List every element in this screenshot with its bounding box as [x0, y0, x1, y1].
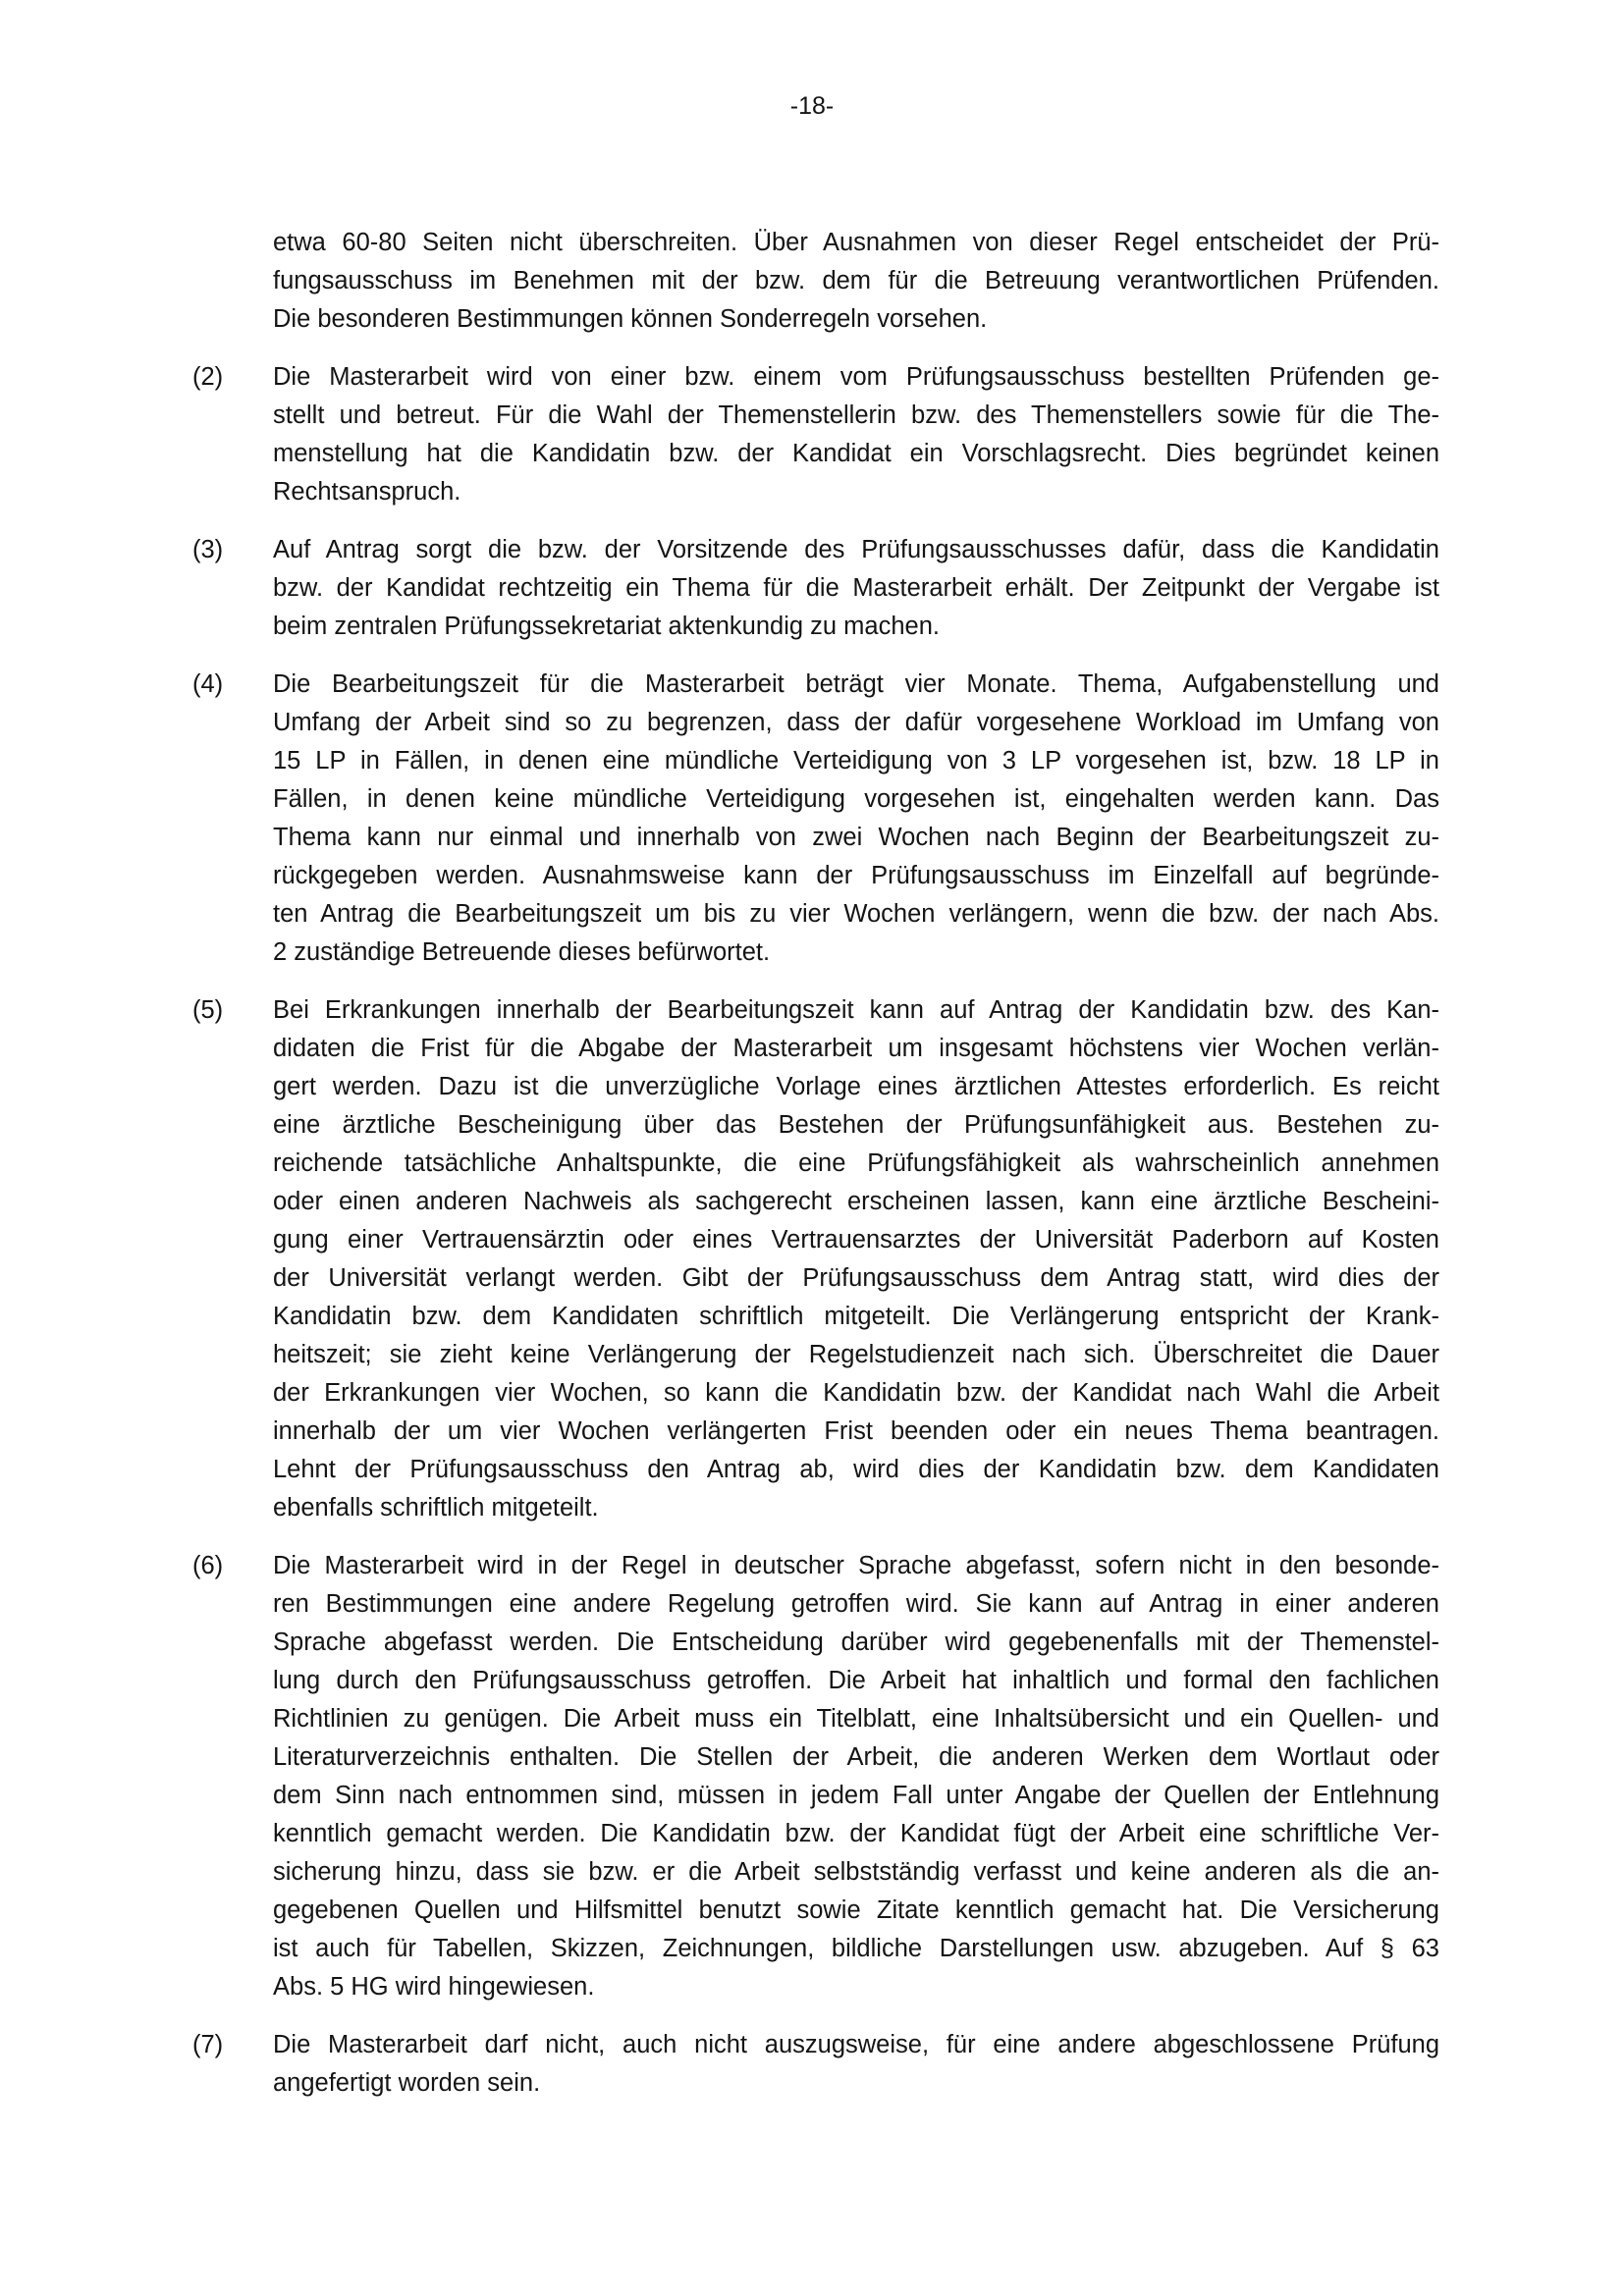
- text-line: Die Masterarbeit wird von einer bzw. einem vom Prüfungsausschuss bestellten Prüfenden ge-: [273, 363, 1439, 391]
- text-line: Kandidatin bzw. dem Kandidaten schriftlich mitgeteilt. Die Verlängerung entspricht der Krank-: [273, 1303, 1439, 1330]
- text-line: Bei Erkrankungen innerhalb der Bearbeitungszeit kann auf Antrag der Kandidatin bzw. des Kan-: [273, 996, 1439, 1024]
- text-line: Literaturverzeichnis enthalten. Die Stellen der Arbeit, die anderen Werken dem Wortlaut oder: [273, 1743, 1439, 1771]
- text-line: sicherung hinzu, dass sie bzw. er die Arbeit selbstständig verfasst und keine anderen als die an-: [273, 1858, 1439, 1886]
- text-line: ist auch für Tabellen, Skizzen, Zeichnungen, bildliche Darstellungen usw. abzugeben. Auf § 63: [273, 1935, 1439, 1962]
- paragraph-number: (6): [192, 1552, 224, 1579]
- text-line: eine ärztliche Bescheinigung über das Bestehen der Prüfungsunfähigkeit aus. Bestehen zu-: [273, 1111, 1439, 1139]
- paragraph-number: (4): [192, 670, 224, 698]
- paragraph-4: [192, 666, 1439, 972]
- paragraph-number: (5): [192, 996, 224, 1024]
- text-line: ebenfalls schriftlich mitgeteilt.: [273, 1494, 599, 1522]
- paragraph-2: [192, 358, 1439, 511]
- text-line: Die Bearbeitungszeit für die Masterarbeit beträgt vier Monate. Thema, Aufgabenstellung und: [273, 670, 1439, 698]
- text-line: 15 LP in Fällen, in denen eine mündliche Verteidigung von 3 LP vorgesehen ist, bzw. 18 LP in: [273, 747, 1439, 774]
- text-line: innerhalb der um vier Wochen verlängerten Frist beenden oder ein neues Thema beantragen.: [273, 1417, 1439, 1445]
- text-line: didaten die Frist für die Abgabe der Masterarbeit um insgesamt höchstens vier Wochen verlän-: [273, 1035, 1439, 1062]
- text-line: Thema kann nur einmal und innerhalb von zwei Wochen nach Beginn der Bearbeitungszeit zu-: [273, 824, 1439, 851]
- paragraph-number: (3): [192, 536, 224, 563]
- text-line: rückgegeben werden. Ausnahmsweise kann der Prüfungsausschuss im Einzelfall auf begründe-: [273, 862, 1439, 889]
- text-line: gegebenen Quellen und Hilfsmittel benutzt sowie Zitate kenntlich gemacht hat. Die Versicherung: [273, 1896, 1439, 1924]
- text-line: reichende tatsächliche Anhaltspunkte, die eine Prüfungsfähigkeit als wahrscheinlich annehmen: [273, 1149, 1439, 1177]
- paragraph-3: [192, 531, 1439, 646]
- text-line: lung durch den Prüfungsausschuss getroffen. Die Arbeit hat inhaltlich und formal den fachlichen: [273, 1667, 1439, 1694]
- text-line: Auf Antrag sorgt die bzw. der Vorsitzende des Prüfungsausschusses dafür, dass die Kandidatin: [273, 536, 1439, 563]
- text-line: Richtlinien zu genügen. Die Arbeit muss ein Titelblatt, eine Inhaltsübersicht und ein Quellen- und: [273, 1705, 1439, 1733]
- text-line: der Erkrankungen vier Wochen, so kann die Kandidatin bzw. der Kandidat nach Wahl die Arbeit: [273, 1379, 1439, 1407]
- text-line: 2 zuständige Betreuende dieses befürwortet.: [273, 938, 771, 966]
- text-line: Fällen, in denen keine mündliche Verteidigung vorgesehen ist, eingehalten werden kann. Das: [273, 785, 1439, 813]
- text-line: Rechtsanspruch.: [273, 478, 461, 506]
- text-line: Sprache abgefasst werden. Die Entscheidung darüber wird gegebenenfalls mit der Themenstel-: [273, 1629, 1439, 1656]
- text-line: dem Sinn nach entnommen sind, müssen in jedem Fall unter Angabe der Quellen der Entlehnung: [273, 1782, 1439, 1809]
- text-line: Lehnt der Prüfungsausschuss den Antrag ab, wird dies der Kandidatin bzw. dem Kandidaten: [273, 1456, 1439, 1483]
- paragraph-6: [192, 1547, 1439, 2006]
- text-line: stellt und betreut. Für die Wahl der Themenstellerin bzw. des Themenstellers sowie für die The-: [273, 401, 1439, 429]
- text-line: Die Masterarbeit darf nicht, auch nicht auszugsweise, für eine andere abgeschlossene Prüfung: [273, 2031, 1439, 2058]
- paragraph-number: (2): [192, 363, 224, 391]
- text-line: ren Bestimmungen eine andere Regelung getroffen wird. Sie kann auf Antrag in einer anderen: [273, 1590, 1439, 1618]
- text-line: etwa 60-80 Seiten nicht überschreiten. Über Ausnahmen von dieser Regel entscheidet der Prü-: [273, 229, 1439, 256]
- text-line: der Universität verlangt werden. Gibt der Prüfungsausschuss dem Antrag statt, wird dies der: [273, 1264, 1439, 1292]
- text-line: Die besonderen Bestimmungen können Sonderregeln vorsehen.: [273, 305, 988, 333]
- text-line: bzw. der Kandidat rechtzeitig ein Thema für die Masterarbeit erhält. Der Zeitpunkt der Vergabe ist: [273, 574, 1439, 602]
- paragraph-1: [192, 224, 1439, 339]
- text-line: Abs. 5 HG wird hingewiesen.: [273, 1973, 595, 2001]
- text-line: gert werden. Dazu ist die unverzügliche Vorlage eines ärztlichen Attestes erforderlich. Es reicht: [273, 1073, 1439, 1100]
- paragraph-number: (7): [192, 2031, 224, 2058]
- text-line: ten Antrag die Bearbeitungszeit um bis zu vier Wochen verlängern, wenn die bzw. der nach Abs.: [273, 900, 1439, 928]
- text-line: Die Masterarbeit wird in der Regel in deutscher Sprache abgefasst, sofern nicht in den besonde-: [273, 1552, 1439, 1579]
- text-line: kenntlich gemacht werden. Die Kandidatin bzw. der Kandidat fügt der Arbeit eine schriftliche Ver-: [273, 1820, 1439, 1847]
- page-number: -18-: [789, 92, 835, 120]
- text-line: angefertigt worden sein.: [273, 2069, 541, 2097]
- text-line: Umfang der Arbeit sind so zu begrenzen, dass der dafür vorgesehene Workload im Umfang von: [273, 709, 1439, 736]
- text-line: gung einer Vertrauensärztin oder eines Vertrauensarztes der Universität Paderborn auf Kosten: [273, 1226, 1439, 1254]
- document-body: [192, 224, 1439, 2122]
- paragraph-7: [192, 2026, 1439, 2103]
- text-line: oder einen anderen Nachweis als sachgerecht erscheinen lassen, kann eine ärztliche Bescheini-: [273, 1188, 1439, 1215]
- text-line: menstellung hat die Kandidatin bzw. der Kandidat ein Vorschlagsrecht. Dies begründet keinen: [273, 440, 1439, 467]
- text-line: heitszeit; sie zieht keine Verlängerung der Regelstudienzeit nach sich. Überschreitet die Dauer: [273, 1341, 1439, 1368]
- paragraph-5: [192, 991, 1439, 1527]
- text-line: beim zentralen Prüfungssekretariat aktenkundig zu machen.: [273, 613, 940, 640]
- text-line: fungsausschuss im Benehmen mit der bzw. dem für die Betreuung verantwortlichen Prüfenden.: [273, 267, 1439, 294]
